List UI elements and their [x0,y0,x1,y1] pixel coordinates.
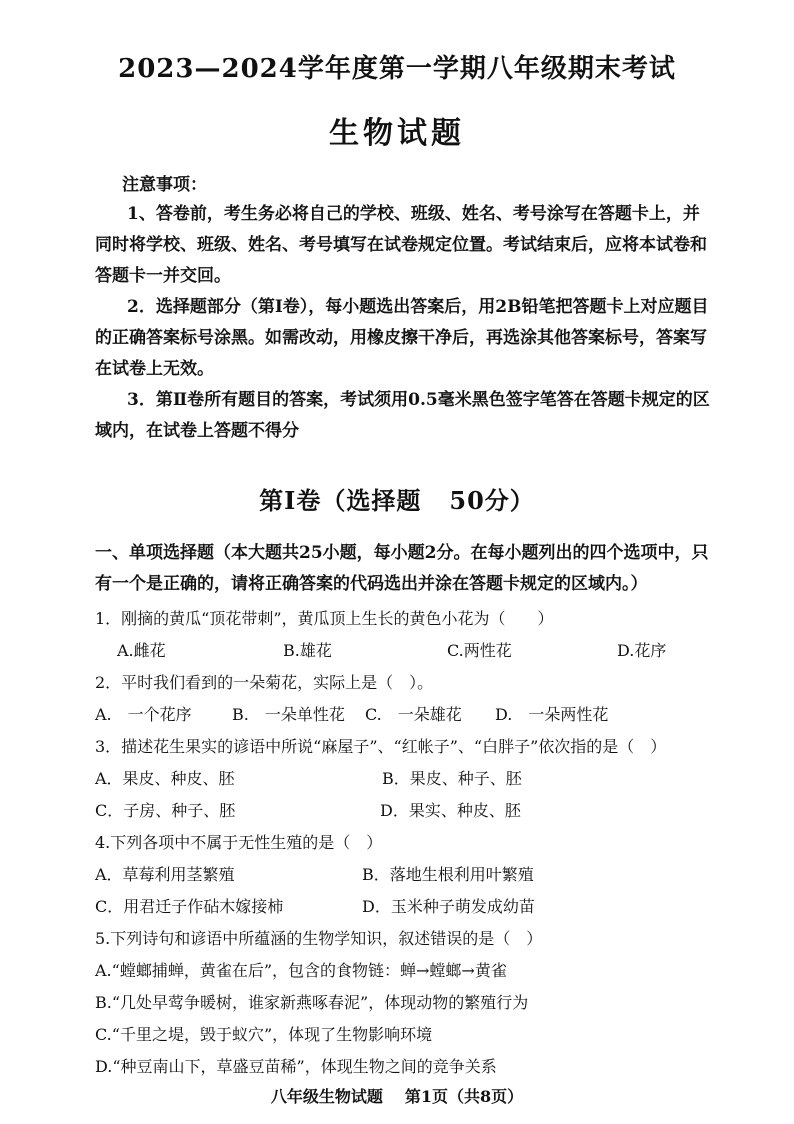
notice-item-2: 2．选择题部分（第Ⅰ卷），每小题选出答案后，用2B铅笔把答题卡上对应题目的正确答案标号涂黑。如需改动，用橡皮擦干净后，再选涂其他答案标号，答案写在试卷上无效。 [95,297,709,379]
section-intro: 一、单项选择题（本大题共25小题，每小题2分。在每小题列出的四个选项中，只有一个是正确的，请将正确答案的代码选出并涂在答题卡规定的区域内。） [95,543,709,594]
option-a: A.“螳螂捕蝉，黄雀在后”，包含的食物链：蝉→螳螂→黄雀 [95,961,507,980]
option-a: A．果皮、种皮、胚 [95,769,235,788]
option-b: B．落地生根利用叶繁殖 [362,865,534,884]
option-c: C．子房、种子、胚 [95,801,236,820]
option-d: D. 一朵两性花 [495,705,609,724]
page-footer [0,1084,794,1107]
notice-item-1: 1、答卷前，考生务必将自己的学校、班级、姓名、考号涂写在答题卡上，并同时将学校、班级、姓名、考号填写在试卷规定位置。考试结束后，应将本试卷和答题卡一并交回。 [95,204,707,286]
option-b: B. 一朵单性花 [232,705,345,724]
option-a: A.雌花 [117,641,166,660]
option-c: C.两性花 [447,641,512,660]
notice-item-3: 3．第Ⅱ卷所有题目的答案，考试须用0.5毫米黑色签字笔答在答题卡规定的区域内，在试卷上答题不得分 [95,390,710,441]
question-1-stem: 1．刚摘的黄瓜“顶花带刺”，黄瓜顶上生长的黄色小花为（ ） [95,609,554,628]
notice-list [95,199,715,447]
notice-heading: 注意事项： [122,175,207,195]
question-5-stem: 5.下列诗句和谚语中所蕴涵的生物学知识，叙述错误的是（ ） [95,929,543,948]
option-a: A. 一个花序 [95,705,192,724]
section-title [0,481,794,516]
question-2-stem: 2．平时我们看到的一朵菊花，实际上是（ ）。 [95,673,434,692]
option-b: B.“几处早莺争暖树，谁家新燕啄春泥”，体现动物的繁殖行为 [95,993,529,1012]
exam-title: 2023—2024学年度第一学期八年级期末考试 [118,54,676,84]
option-c: C.“千里之堤，毁于蚁穴”，体现了生物影响环境 [95,1025,433,1044]
section-score: 50分） [449,486,535,515]
footer-page-number: 第1页（共8页） [404,1087,524,1106]
option-c: C．用君迁子作砧木嫁接柿 [95,897,284,916]
option-d: D.花序 [617,641,667,660]
footer-subject: 八年级生物试题 [270,1087,383,1106]
option-b: B.雄花 [283,641,332,660]
question-4-stem: 4.下列各项中不属于无性生殖的是（ ） [95,833,383,852]
section-title-text: 第Ⅰ卷（选择题 [259,486,422,515]
option-a: A．草莓利用茎繁殖 [95,865,235,884]
option-b: B．果皮、种子、胚 [382,769,522,788]
option-c: C. 一朵雄花 [365,705,462,724]
option-d: D．果实、种皮、胚 [380,801,521,820]
exam-subtitle: 生物试题 [329,116,465,151]
option-d: D．玉米种子萌发成幼苗 [362,897,535,916]
question-3-stem: 3．描述花生果实的谚语中所说“麻屋子”、“红帐子”、“白胖子”依次指的是（ ） [95,737,667,756]
option-d: D.“种豆南山下，草盛豆苗稀”，体现生物之间的竞争关系 [95,1057,497,1076]
